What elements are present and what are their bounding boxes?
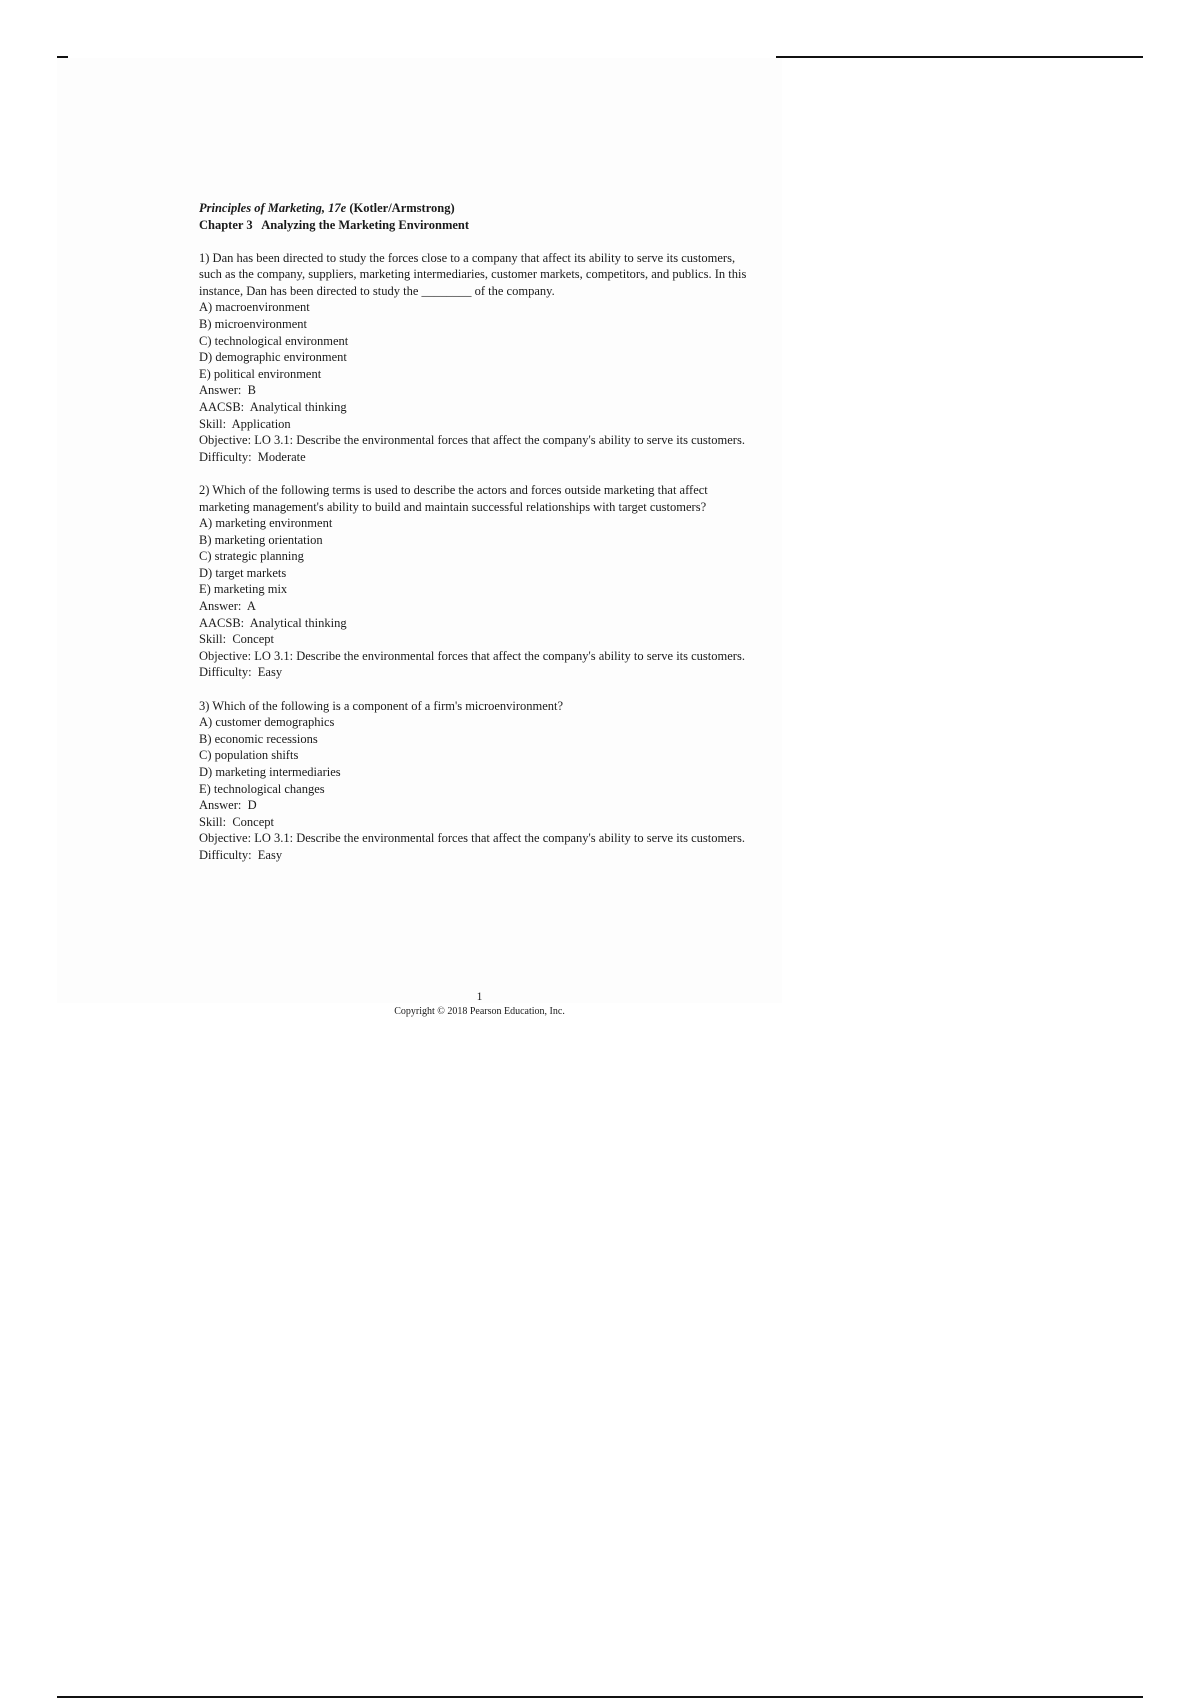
option-b: B) marketing orientation [199, 532, 323, 547]
option-a: A) customer demographics [199, 715, 335, 730]
option-a: A) macroenvironment [199, 300, 310, 315]
difficulty: Difficulty: Easy [199, 665, 283, 680]
question-3 [199, 698, 754, 864]
option-b: B) economic recessions [199, 731, 318, 746]
copyright-notice: Copyright © 2018 Pearson Education, Inc. [394, 1006, 565, 1017]
option-c: C) technological environment [199, 333, 349, 348]
skill: Skill: Application [199, 416, 291, 431]
question-1 [199, 250, 754, 466]
top-rule-right [776, 56, 1143, 58]
aacsb: AACSB: Analytical thinking [199, 615, 347, 630]
page-number: 1 [476, 991, 483, 1003]
aacsb: AACSB: Analytical thinking [199, 400, 347, 415]
option-c: C) population shifts [199, 748, 299, 763]
question-stem: 1) Dan has been directed to study the forces close to a company that affect its ability to serve its customers, such as the company, suppliers, marketing intermediaries, customer markets, competitors, and publics. In this instance, Dan has been directed to study the ________ of the company. [199, 250, 747, 298]
option-b: B) microenvironment [199, 317, 307, 332]
book-authors: (Kotler/Armstrong) [346, 201, 455, 215]
chapter-title: Chapter 3 Analyzing the Marketing Environment [199, 217, 470, 232]
difficulty: Difficulty: Easy [199, 847, 283, 862]
option-e: E) political environment [199, 366, 322, 381]
answer: Answer: B [199, 383, 256, 398]
book-header [199, 200, 754, 217]
question-stem: 3) Which of the following is a component of a firm's microenvironment? [199, 698, 564, 713]
difficulty: Difficulty: Moderate [199, 449, 306, 464]
page-content [199, 200, 754, 863]
option-d: D) target markets [199, 565, 287, 580]
question-2 [199, 482, 754, 681]
question-stem: 2) Which of the following terms is used to describe the actors and forces outside marketing that affect marketing management's ability to build and maintain successful relationships with target customers? [199, 482, 708, 514]
objective: Objective: LO 3.1: Describe the environmental forces that affect the company's ability to serve its customers. [199, 433, 745, 448]
answer: Answer: A [199, 599, 256, 614]
skill: Skill: Concept [199, 814, 274, 829]
answer: Answer: D [199, 798, 257, 813]
option-e: E) marketing mix [199, 582, 288, 597]
book-title: Principles of Marketing, 17e [199, 201, 347, 215]
option-a: A) marketing environment [199, 516, 333, 531]
bottom-rule [57, 1696, 1143, 1698]
option-c: C) strategic planning [199, 549, 304, 564]
option-d: D) demographic environment [199, 350, 347, 365]
skill: Skill: Concept [199, 632, 274, 647]
objective: Objective: LO 3.1: Describe the environmental forces that affect the company's ability to serve its customers. [199, 831, 745, 846]
option-d: D) marketing intermediaries [199, 764, 341, 779]
option-e: E) technological changes [199, 781, 325, 796]
document-page [57, 58, 782, 1017]
objective: Objective: LO 3.1: Describe the environmental forces that affect the company's ability to serve its customers. [199, 648, 745, 663]
